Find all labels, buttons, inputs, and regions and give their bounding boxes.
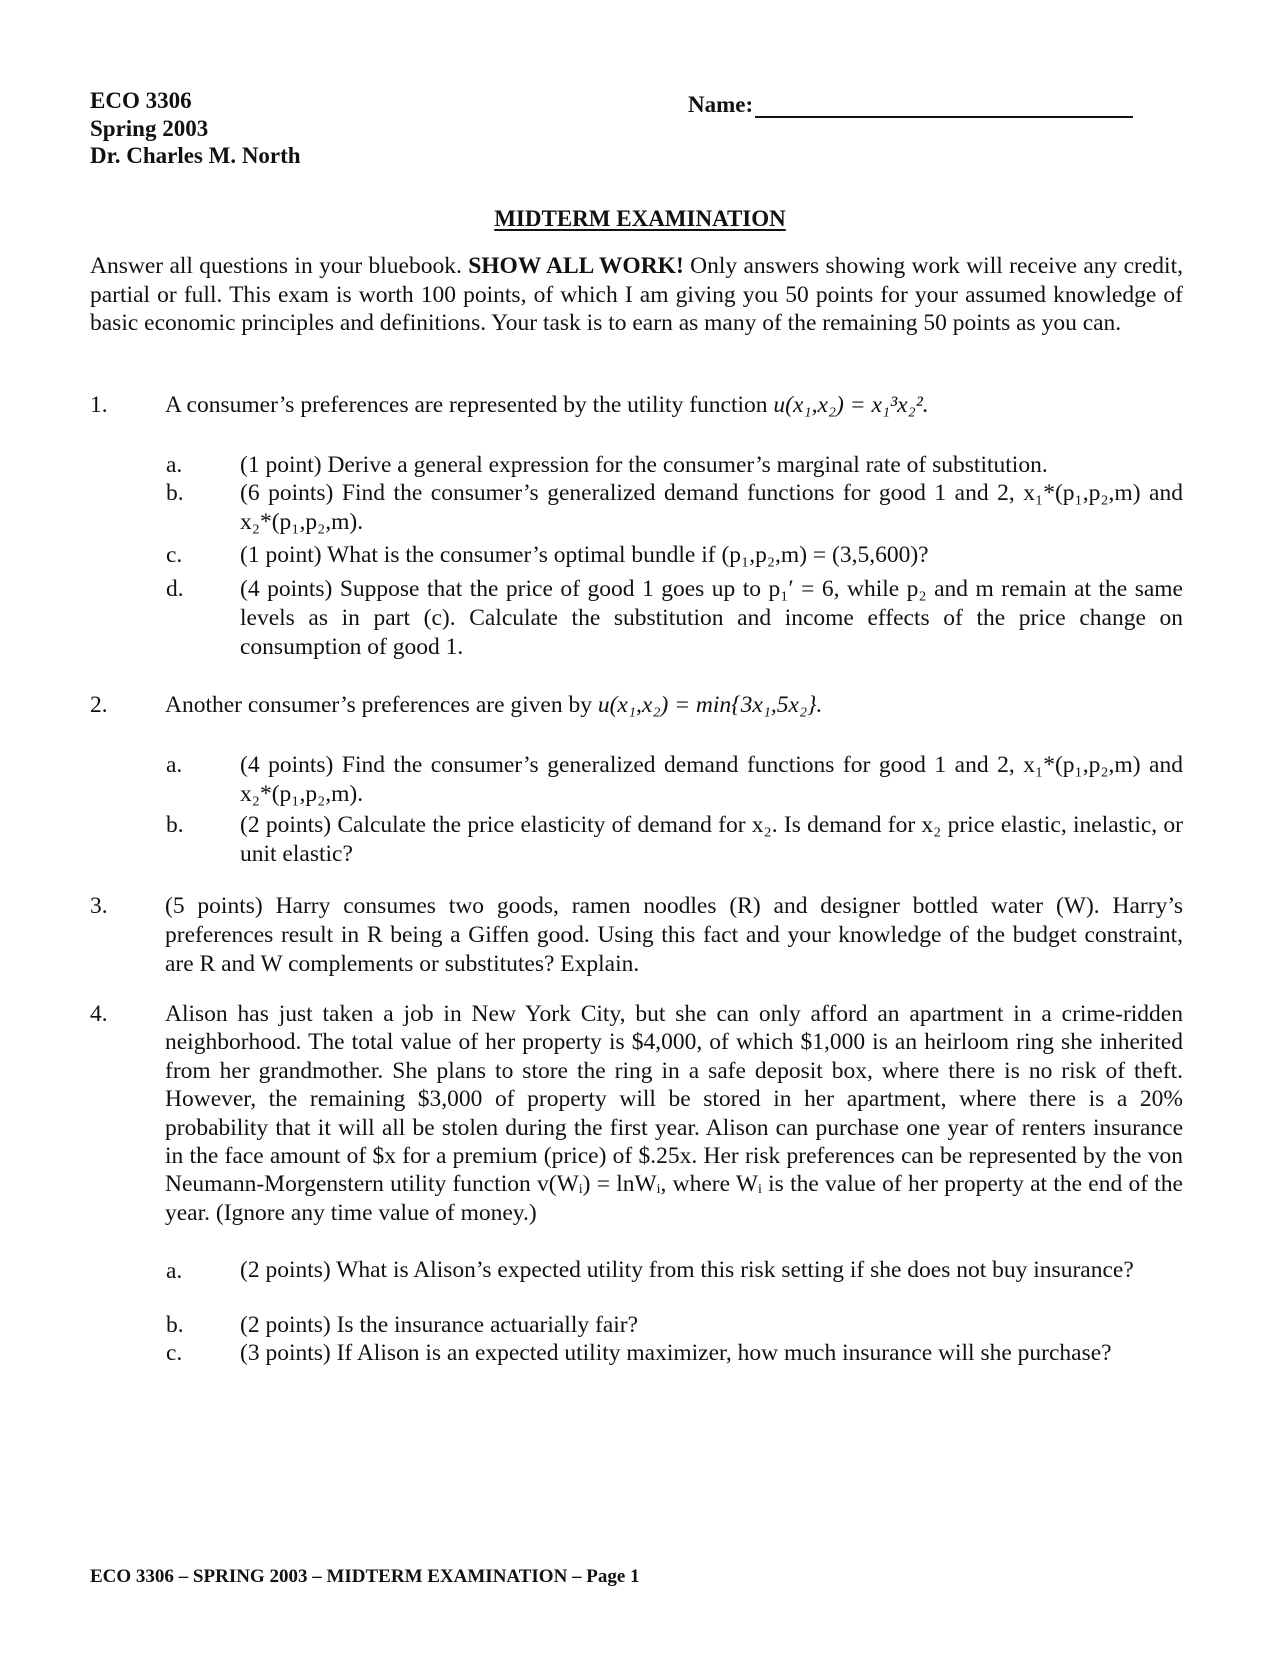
q1-part-b-letter: b.	[166, 480, 184, 506]
q1-part-a-text: (1 point) Derive a general expression for the consumer’s marginal rate of substitution.	[240, 452, 1048, 478]
q2-part-a-letter: a.	[166, 752, 183, 778]
question-3-text: (5 points) Harry consumes two goods, ramen noodles (R) and designer bottled water (W). Harry’s preferences result in R being a Giffen good. Using this fact and your knowledge of the budget constraint, are R and W complements or substitutes? Explain.	[165, 893, 1183, 977]
question-1-number: 1.	[90, 392, 108, 418]
exam-title: MIDTERM EXAMINATION	[494, 206, 786, 231]
q4-part-b-letter: b.	[166, 1312, 184, 1338]
name-blank-line[interactable]	[755, 94, 1133, 118]
question-4-number: 4.	[90, 1001, 108, 1027]
page-footer: ECO 3306 – SPRING 2003 – MIDTERM EXAMINATION – Page 1	[90, 1566, 640, 1587]
instructor: Dr. Charles M. North	[90, 143, 301, 168]
question-1-text: A consumer’s preferences are represented by the utility function u(x₁,x₂) = x₁³x₂².	[165, 392, 929, 418]
q1-part-b-text: (6 points) Find the consumer’s generalized demand functions for good 1 and 2, x₁*(p₁,p₂,m) and x₂*(p₁,p₂,m).	[240, 480, 1183, 535]
question-3-number: 3.	[90, 893, 108, 919]
question-2-text: Another consumer’s preferences are given by u(x₁,x₂) = min{3x₁,5x₂}.	[165, 692, 823, 718]
name-label: Name:	[688, 92, 754, 117]
q1-part-a-letter: a.	[166, 452, 183, 478]
question-1-utility-function: u(x₁,x₂) = x₁³x₂².	[773, 392, 929, 418]
question-2-number: 2.	[90, 692, 108, 718]
q4-part-c-text: (3 points) If Alison is an expected utility maximizer, how much insurance will she purchase?	[240, 1340, 1112, 1366]
name-field[interactable]	[688, 92, 1133, 118]
q1-part-c-text: (1 point) What is the consumer’s optimal bundle if (p₁,p₂,m) = (3,5,600)?	[240, 542, 929, 568]
q4-part-a-letter: a.	[166, 1258, 183, 1284]
show-all-work-emphasis: SHOW ALL WORK!	[468, 253, 684, 279]
question-4-text: Alison has just taken a job in New York City, but she can only afford an apartment in a crime-ridden neighborhood. The total value of her property is $4,000, of which $1,000 is an heirloom ring she inherited from her grandmother. She plans to store the ring in a safe deposit box, where there is no risk of theft. However, the remaining $3,000 of property will be stored in her apartment, where there is a 20% probability that it will all be stolen during the first year. Alison can purchase one year of renters insurance in the face amount of $x for a premium (price) of $.25x. Her risk preferences can be represented by the von Neumann-Morgenstern utility function v(Wᵢ) = lnWᵢ, where Wᵢ is the value of her property at the end of the year. (Ignore any time value of money.)	[165, 1001, 1183, 1226]
q1-part-c-letter: c.	[166, 542, 183, 568]
q2-part-a-text: (4 points) Find the consumer’s generalized demand functions for good 1 and 2, x₁*(p₁,p₂,m) and x₂*(p₁,p₂,m).	[240, 752, 1183, 807]
q4-part-b-text: (2 points) Is the insurance actuarially fair?	[240, 1312, 639, 1338]
q1-part-d-letter: d.	[166, 576, 184, 602]
q2-part-b-text: (2 points) Calculate the price elasticity of demand for x₂. Is demand for x₂ price elastic, inelastic, or unit elastic?	[240, 812, 1183, 867]
q2-part-b-letter: b.	[166, 812, 184, 838]
question-2-utility-function: u(x₁,x₂) = min{3x₁,5x₂}.	[597, 692, 823, 718]
q4-part-c-letter: c.	[166, 1340, 183, 1366]
q1-part-d-text: (4 points) Suppose that the price of good 1 goes up to p₁′ = 6, while p₂ and m remain at the same levels as in part (c). Calculate the substitution and income effects of the price change on consumption of good 1.	[240, 576, 1183, 660]
term: Spring 2003	[90, 116, 209, 141]
q4-part-a-text: (2 points) What is Alison’s expected utility from this risk setting if she does not buy insurance?	[240, 1257, 1134, 1283]
course-code: ECO 3306	[90, 88, 192, 113]
instructions: Answer all questions in your bluebook. SHOW ALL WORK! Only answers showing work will receive any credit, partial or full. This exam is worth 100 points, of which I am giving you 50 points for your assumed knowledge of basic economic principles and definitions. Your task is to earn as many of the remaining 50 points as you can.	[90, 253, 1183, 336]
